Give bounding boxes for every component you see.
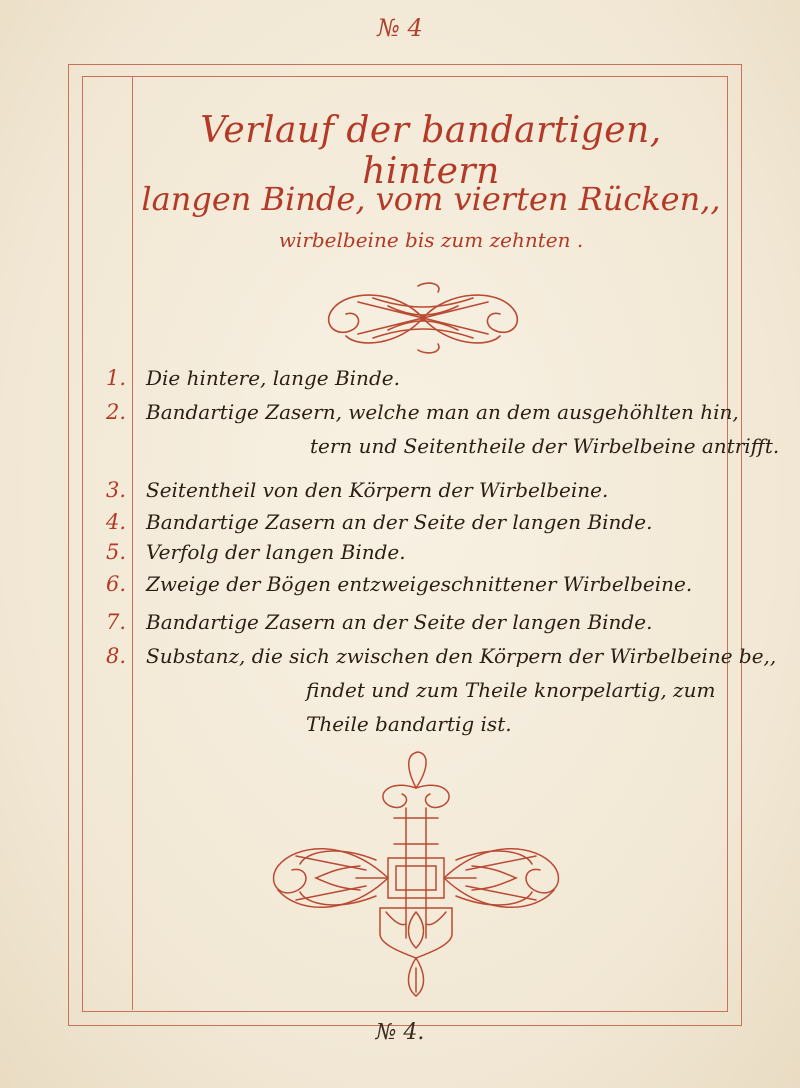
item-number: 4. — [105, 510, 127, 534]
item-number: 5. — [105, 540, 127, 564]
item-text: Verfolg der langen Binde. — [146, 540, 406, 564]
item-text: Seitentheil von den Körpern der Wirbelbeine. — [146, 478, 609, 502]
top-flourish-ornament — [318, 280, 528, 356]
item-text-continuation: Theile bandartig ist. — [306, 712, 512, 736]
margin-rule — [132, 76, 133, 1010]
item-text: Bandartige Zasern an der Seite der langen Binde. — [146, 610, 653, 634]
title-line-2: langen Binde, vom vierten Rücken,, — [141, 180, 721, 218]
title-line-1: Verlauf der bandartigen, hintern — [200, 110, 662, 192]
item-text-continuation: findet und zum Theile knorpelartig, zum — [306, 678, 716, 702]
item-text: Substanz, die sich zwischen den Körpern der Wirbelbeine be,, — [146, 644, 777, 668]
item-number: 7. — [105, 610, 127, 634]
item-number: 2. — [105, 400, 127, 424]
title-line-3: wirbelbeine bis zum zehnten . — [278, 228, 584, 252]
bottom-flourish-ornament — [256, 748, 576, 1004]
page-number-top: № 4 — [377, 14, 423, 42]
item-number: 8. — [105, 644, 127, 668]
item-text: Bandartige Zasern, welche man an dem ausgehöhlten hin, — [146, 400, 739, 424]
item-text: Zweige der Bögen entzweigeschnittener Wirbelbeine. — [146, 572, 693, 596]
item-text-continuation: tern und Seitentheile der Wirbelbeine antrifft. — [310, 434, 780, 458]
item-number: 1. — [105, 366, 127, 390]
item-number: 3. — [105, 478, 127, 502]
item-number: 6. — [105, 572, 127, 596]
item-text: Bandartige Zasern an der Seite der langen Binde. — [146, 510, 653, 534]
page-number-bottom: № 4. — [375, 1020, 425, 1045]
item-text: Die hintere, lange Binde. — [146, 366, 400, 390]
